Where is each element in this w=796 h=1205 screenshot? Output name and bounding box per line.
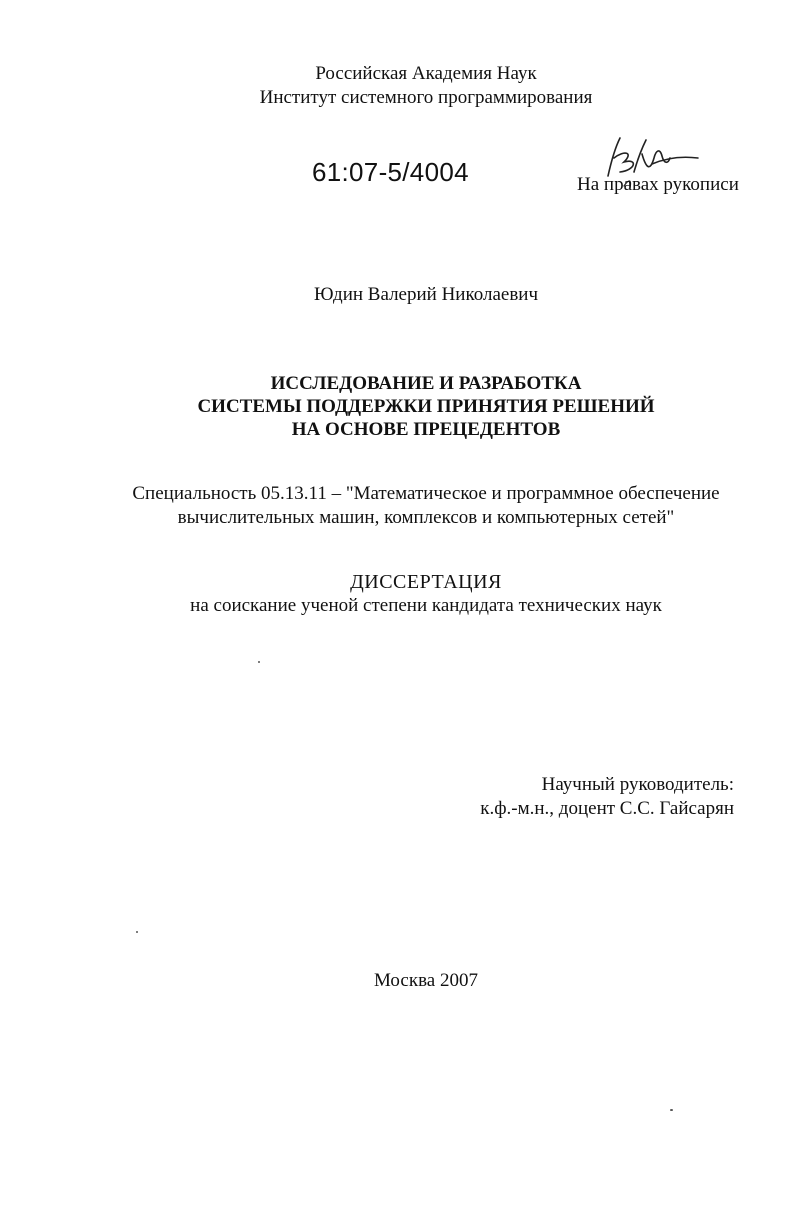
- advisor-label: Научный руководитель:: [541, 774, 734, 795]
- dissertation-title: [28, 372, 796, 441]
- scan-speck: [670, 1109, 673, 1111]
- dissertation-block: [28, 570, 796, 618]
- specialty-line-2: вычислительных машин, комплексов и компьютерных сетей": [177, 507, 675, 528]
- city-year-block: [28, 969, 796, 993]
- city-year: Москва 2007: [374, 970, 478, 991]
- dissertation-heading: ДИССЕРТАЦИЯ: [350, 571, 502, 593]
- title-line-3: НА ОСНОВЕ ПРЕЦЕДЕНТОВ: [291, 419, 561, 440]
- specialty-block: [28, 482, 796, 530]
- institute-name: Институт системного программирования: [259, 87, 593, 108]
- advisor-name: к.ф.-м.н., доцент С.С. Гайсарян: [480, 798, 734, 819]
- catalog-code: 61:07-5/4004: [312, 157, 469, 187]
- organization-header: [28, 62, 796, 110]
- title-line-1: ИССЛЕДОВАНИЕ И РАЗРАБОТКА: [270, 373, 582, 394]
- specialty-line-1: Специальность 05.13.11 – "Математическое и программное обеспечение: [132, 483, 720, 504]
- dissertation-subheading: на соискание ученой степени кандидата технических наук: [190, 595, 662, 616]
- manuscript-note: На правах рукописи: [577, 174, 739, 195]
- scan-speck: [258, 661, 260, 663]
- academy-name: Российская Академия Наук: [315, 63, 537, 84]
- advisor-block: [480, 773, 734, 821]
- title-line-2: СИСТЕМЫ ПОДДЕРЖКИ ПРИНЯТИЯ РЕШЕНИЙ: [197, 396, 655, 417]
- author-name: Юдин Валерий Николаевич: [313, 284, 539, 305]
- author-block: [28, 283, 796, 307]
- scan-speck: [136, 931, 138, 933]
